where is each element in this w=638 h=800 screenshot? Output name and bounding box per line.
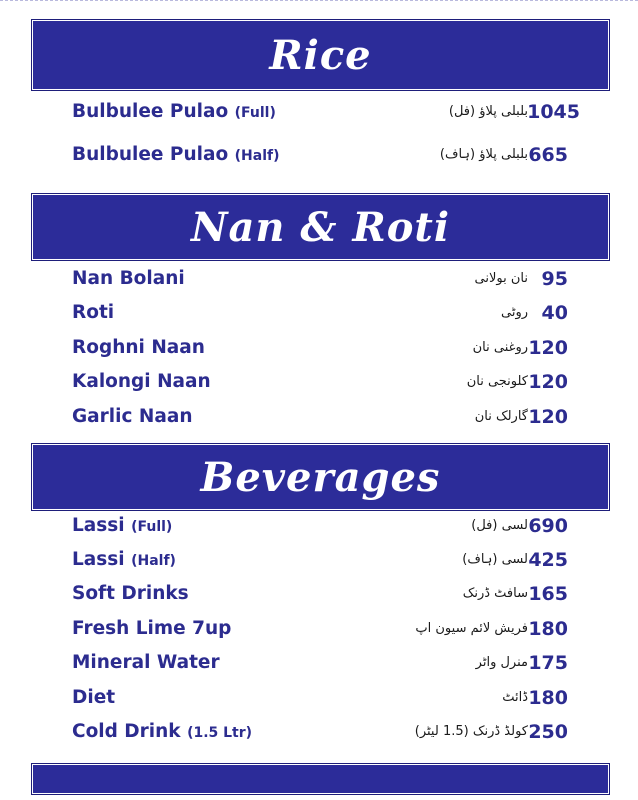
- item-price: 165: [528, 583, 568, 605]
- item-urdu-name: فریش لائم سیون اپ: [415, 621, 528, 636]
- item-name: Bulbulee Pulao: [72, 101, 229, 122]
- item-name: Fresh Lime 7up: [72, 618, 232, 639]
- item-urdu-name: روٹی: [500, 305, 528, 320]
- item-price: 180: [528, 687, 568, 709]
- item-urdu-name: روغنی نان: [472, 340, 528, 355]
- menu-item: [0, 579, 638, 609]
- item-qualifier: (Half): [234, 148, 280, 164]
- menu-item: [0, 333, 638, 363]
- item-urdu-name: منرل واٹر: [475, 655, 528, 670]
- item-price: 120: [528, 337, 568, 359]
- menu-item: [0, 614, 638, 644]
- item-price: 95: [541, 268, 568, 290]
- menu-item: [0, 367, 638, 397]
- section-header-nan-roti: [31, 193, 610, 261]
- item-urdu-name: کلونجی نان: [466, 374, 528, 389]
- menu-item: [0, 717, 638, 747]
- menu-item: [0, 683, 638, 713]
- item-urdu-name: نان بولانی: [474, 271, 528, 286]
- item-name: Bulbulee Pulao: [72, 144, 229, 165]
- item-price: 180: [528, 618, 568, 640]
- menu-item: [0, 140, 638, 170]
- item-qualifier: (Half): [131, 553, 176, 569]
- item-price: 690: [528, 515, 568, 537]
- item-price: 425: [528, 549, 568, 571]
- menu-item: [0, 511, 638, 541]
- item-qualifier: (Full): [234, 105, 276, 121]
- item-urdu-name: لسی (ہاف): [462, 552, 528, 567]
- item-qualifier: (Full): [131, 519, 173, 535]
- menu-item: [0, 648, 638, 678]
- item-name: Soft Drinks: [72, 583, 189, 604]
- item-name: Diet: [72, 687, 116, 708]
- item-urdu-name: سافٹ ڈرنک: [462, 586, 528, 601]
- item-price: 250: [528, 721, 568, 743]
- section-title-rice: Rice: [269, 31, 372, 79]
- item-urdu-name: ڈائٹ: [502, 690, 528, 705]
- section-header-beverages: [31, 443, 610, 511]
- menu-item: [0, 402, 638, 432]
- item-qualifier: (1.5 Ltr): [187, 725, 253, 741]
- section-header-next: [31, 763, 610, 795]
- item-name: Cold Drink: [72, 721, 181, 742]
- top-dashed-border: [0, 0, 638, 11]
- section-title-beverages: Beverages: [200, 453, 441, 501]
- item-name: Mineral Water: [72, 652, 220, 673]
- section-title-nan-roti: Nan & Roti: [190, 203, 451, 251]
- item-name: Roghni Naan: [72, 337, 205, 358]
- item-name: Kalongi Naan: [72, 371, 211, 392]
- item-price: 120: [528, 406, 568, 428]
- menu-item: [0, 264, 638, 294]
- item-urdu-name: گارلک نان: [474, 409, 528, 424]
- item-name: Garlic Naan: [72, 406, 193, 427]
- item-urdu-name: بلبلی پلاؤ (ہاف): [439, 147, 528, 162]
- item-price: 120: [528, 371, 568, 393]
- item-urdu-name: بلبلی پلاؤ (فل): [448, 104, 528, 119]
- item-name: Lassi: [72, 549, 125, 570]
- item-price: 665: [528, 144, 568, 166]
- item-name: Roti: [72, 302, 115, 323]
- menu-item: [0, 97, 638, 127]
- item-name: Lassi: [72, 515, 125, 536]
- item-price: 175: [528, 652, 568, 674]
- item-price: 40: [541, 302, 568, 324]
- item-name: Nan Bolani: [72, 268, 185, 289]
- item-urdu-name: لسی (فل): [471, 518, 528, 533]
- item-urdu-name: کولڈ ڈرنک (1.5 لیٹر): [414, 724, 528, 739]
- menu-item: [0, 298, 638, 328]
- section-header-rice: [31, 19, 610, 91]
- item-price: 1045: [527, 101, 580, 123]
- menu-item: [0, 545, 638, 575]
